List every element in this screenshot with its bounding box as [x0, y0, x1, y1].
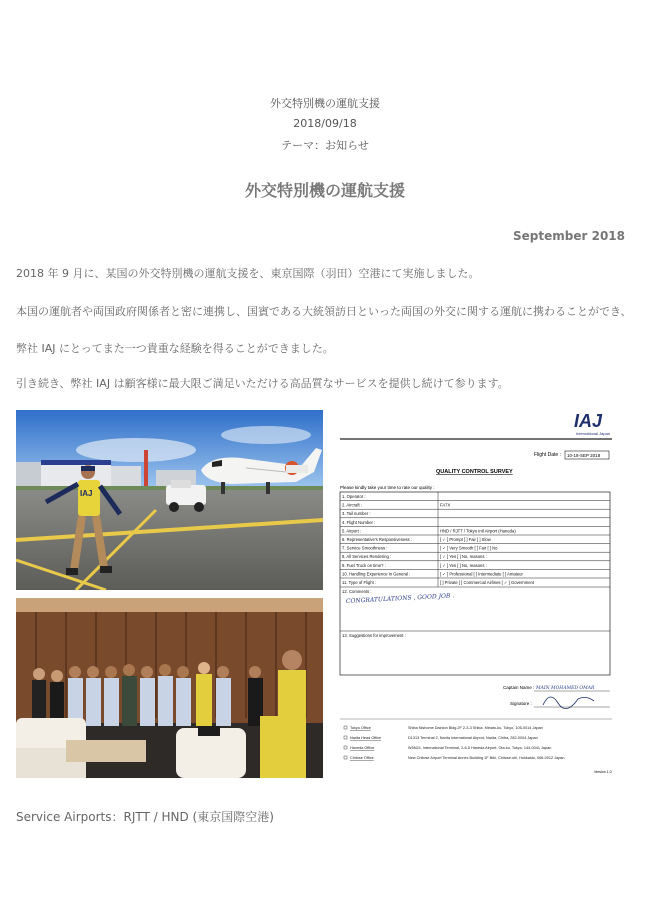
- row-services-value: [ ✓ ] Yes [ ] No, reasons :: [440, 554, 487, 560]
- paragraph-4: 引き続き、弊社 IAJ は顧客様に最大限ご満足いただける高品質なサービスを提供し続けて参ります。: [16, 377, 509, 390]
- row-smoothness-label: 7. Service Smoothness :: [342, 545, 388, 551]
- ramp-photo: [16, 410, 323, 590]
- row-flight-type-label: 11. Type of Flight :: [342, 580, 377, 585]
- row-responsiveness-value: [ ✓ ] Prompt [ ] Fair [ ] Slow: [440, 537, 491, 542]
- header-title: 外交特別機の運航支援: [270, 97, 380, 110]
- flight-date-label: Flight Date :: [534, 452, 561, 458]
- row-tail-label: 3. Tail number :: [342, 511, 371, 517]
- service-airports: Service Airports：RJTT / HND (東京国際空港): [16, 810, 274, 824]
- row-flight-label: 4. Flight Number :: [342, 519, 376, 525]
- paragraph-1: 2018 年 9 月に、某国の外交特別機の運航支援を、東京国際（羽田）空港にて実施しました。: [16, 267, 480, 280]
- survey-title: QUALITY CONTROL SURVEY: [436, 469, 513, 475]
- form-version: Version 1.0: [594, 770, 612, 774]
- row-aircraft-value: FA7X: [440, 502, 451, 508]
- row-experience-label: 10. Handling Experience in General :: [342, 571, 411, 577]
- survey-intro: Please kindly take your time to rate our quality :: [340, 485, 435, 490]
- page-title: 外交特別機の運航支援: [244, 181, 405, 200]
- row-airport-label: 5. Airport :: [342, 528, 362, 534]
- paragraph-3: 弊社 IAJ にとってまた一つ貴重な経験を得ることができました。: [16, 342, 334, 355]
- row-aircraft-label: 2. Aircraft :: [342, 502, 363, 508]
- iaj-logo: IAJ: [574, 411, 603, 431]
- row-services-label: 8. All Services Rendering :: [342, 554, 392, 560]
- captain-name: MAIN MOHAMED OMAR: [536, 686, 595, 691]
- suggestions-label: 13. Suggestions for improvement :: [342, 633, 406, 638]
- office-tokyo-name: Tokyo Office: [350, 726, 371, 730]
- office-haneda-addr: W5N24, International Terminal, 2-6-5 Haneda Airport, Ota-ku, Tokyo, 144-0041 Japan: [408, 746, 552, 750]
- office-tokyo-addr: Shiba Nishome Dainion Bldg.2F 2-3-3 Shiba, Minato-ku, Tokyo, 105-0014 Japan: [408, 726, 543, 730]
- report-month: September 2018: [513, 229, 625, 243]
- quality-control-survey: [338, 405, 614, 778]
- captain-label: Captain Name :: [503, 685, 535, 690]
- comments-label: 12. Comments :: [342, 589, 372, 594]
- header-date: 2018/09/18: [293, 117, 357, 130]
- survey-form: [338, 405, 614, 778]
- header-theme: テーマ：お知らせ: [281, 139, 369, 152]
- group-photo-illustration: [16, 598, 323, 778]
- flight-date: 10-18-SEP 2018: [567, 453, 601, 458]
- row-smoothness-value: [ ✓ ] Very Smooth [ ] Fair [ ] No: [440, 545, 498, 551]
- signature-label: Signature :: [510, 701, 532, 706]
- office-chitose-addr: New Chitose Airport Terminal Annex Building 1F Bibi, Chitose-shi, Hokkaido, 066-0012 Japan: [408, 756, 565, 760]
- row-flight-type-value: [ ] Private [ ] Commercial Airlines [ ✓ ] Government: [440, 580, 535, 585]
- iaj-logo-sub: International Japan: [576, 431, 611, 436]
- row-experience-value: [ ✓ ] Professional [ ] Intermediate [ ] Amateur: [440, 571, 523, 577]
- row-fuel-value: [ ✓ ] Yes [ ] No, reasons :: [440, 562, 487, 568]
- vest-label: IAJ: [80, 489, 93, 498]
- row-responsiveness-label: 6. Representative's Responsiveness :: [342, 537, 412, 542]
- paragraph-2: 本国の運航者や両国政府関係者と密に連携し、国賓である大統領訪日といった両国の外交に関する運航に携わることができ、: [16, 305, 632, 318]
- office-narita-name: Narita Head Office: [350, 736, 382, 740]
- row-operator-label: 1. Operator :: [342, 494, 366, 499]
- office-narita-addr: D1313 Terminal 2, Narita International Airport, Narita, Chiba, 282-0004 Japan: [408, 736, 538, 740]
- office-chitose-name: Chitose Office: [350, 756, 374, 760]
- row-fuel-label: 9. Fuel Truck on time? :: [342, 562, 386, 568]
- row-airport-value: HND / RJTT / Tokyo Intl Airport (Haneda): [440, 528, 516, 534]
- comments-handwriting: CONGRATULATIONS , GOOD JOB .: [345, 592, 455, 605]
- ramp-photo-illustration: [16, 410, 323, 590]
- office-haneda-name: Haneda Office: [350, 746, 375, 750]
- group-photo: [16, 598, 323, 778]
